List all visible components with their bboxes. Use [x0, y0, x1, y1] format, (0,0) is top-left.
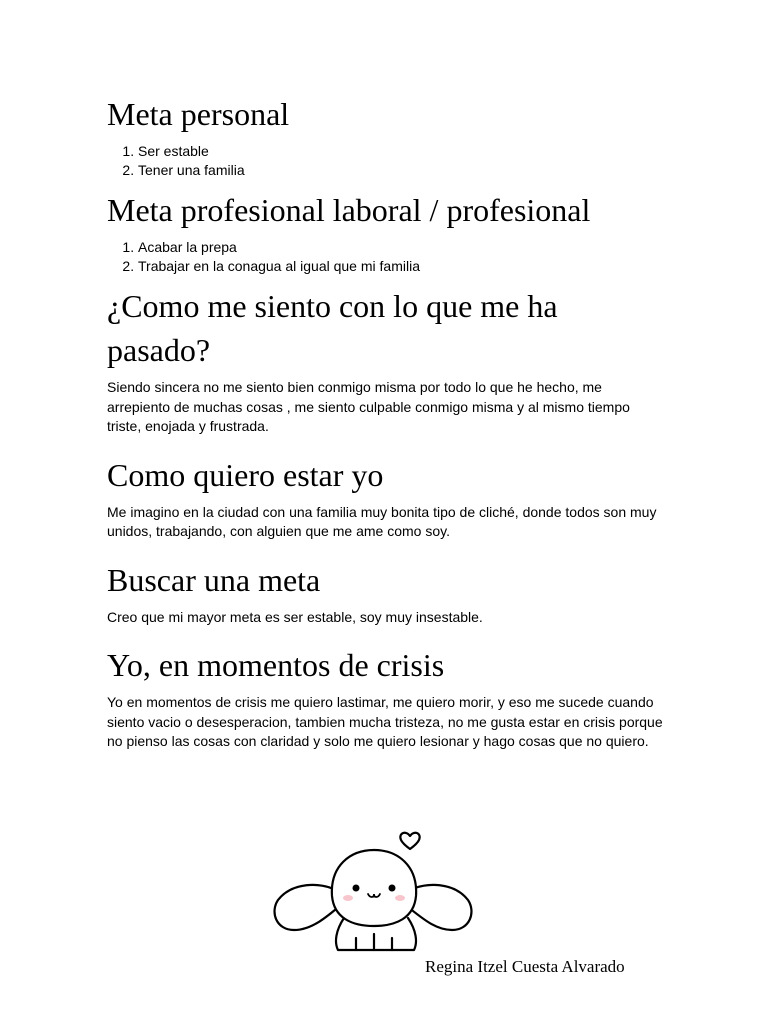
section-heading-buscar-una-meta: Buscar una meta [107, 561, 321, 598]
professional-goals-list [107, 238, 667, 276]
list-item: 2. Tener una familia [138, 161, 667, 180]
section-paragraph-como-quiero-estar: Me imagino en la ciudad con una familia muy bonita tipo de cliché, donde todos son muy unidos, trabajando, con alguien que me ame como soy. [107, 503, 657, 539]
list-item: 1. Ser estable [138, 142, 667, 161]
personal-goals-list [107, 142, 667, 180]
section-paragraph-como-me-siento: Siendo sincera no me siento bien conmigo misma por todo lo que he hecho, me arrepiento de muchas cosas , me siento culpable conmigo misma y al mismo tiempo triste, enojada y frustrada. [107, 379, 630, 434]
section-paragraph-buscar-una-meta: Creo que mi mayor meta es ser estable, soy muy insestable. [107, 608, 483, 625]
section-heading-como-quiero-estar: Como quiero estar yo [107, 456, 384, 493]
list-item: 2. Trabajar en la conagua al igual que mi familia [138, 257, 667, 276]
section-heading-momentos-de-crisis: Yo, en momentos de crisis [107, 647, 445, 683]
author-signature: Regina Itzel Cuesta Alvarado [425, 957, 625, 976]
section-paragraph-momentos-de-crisis: Yo en momentos de crisis me quiero lastimar, me quiero morir, y eso me sucede cuando siento vacio o desesperacion, tambien mucha tristeza, no me gusta estar en crisis porque no pienso las cosas con claridad y solo me quiero lesionar y hago cosas que no quiero. [107, 694, 663, 749]
section-heading-meta-profesional: Meta profesional laboral / profesional [107, 192, 591, 228]
list-item: 1. Acabar la prepa [138, 238, 667, 257]
section-heading-meta-personal: Meta personal [107, 96, 290, 132]
section-heading-como-me-siento: ¿Como me siento con lo que me ha pasado? [107, 288, 558, 368]
puppy-with-heart-icon [270, 830, 480, 955]
document-body [107, 92, 667, 768]
